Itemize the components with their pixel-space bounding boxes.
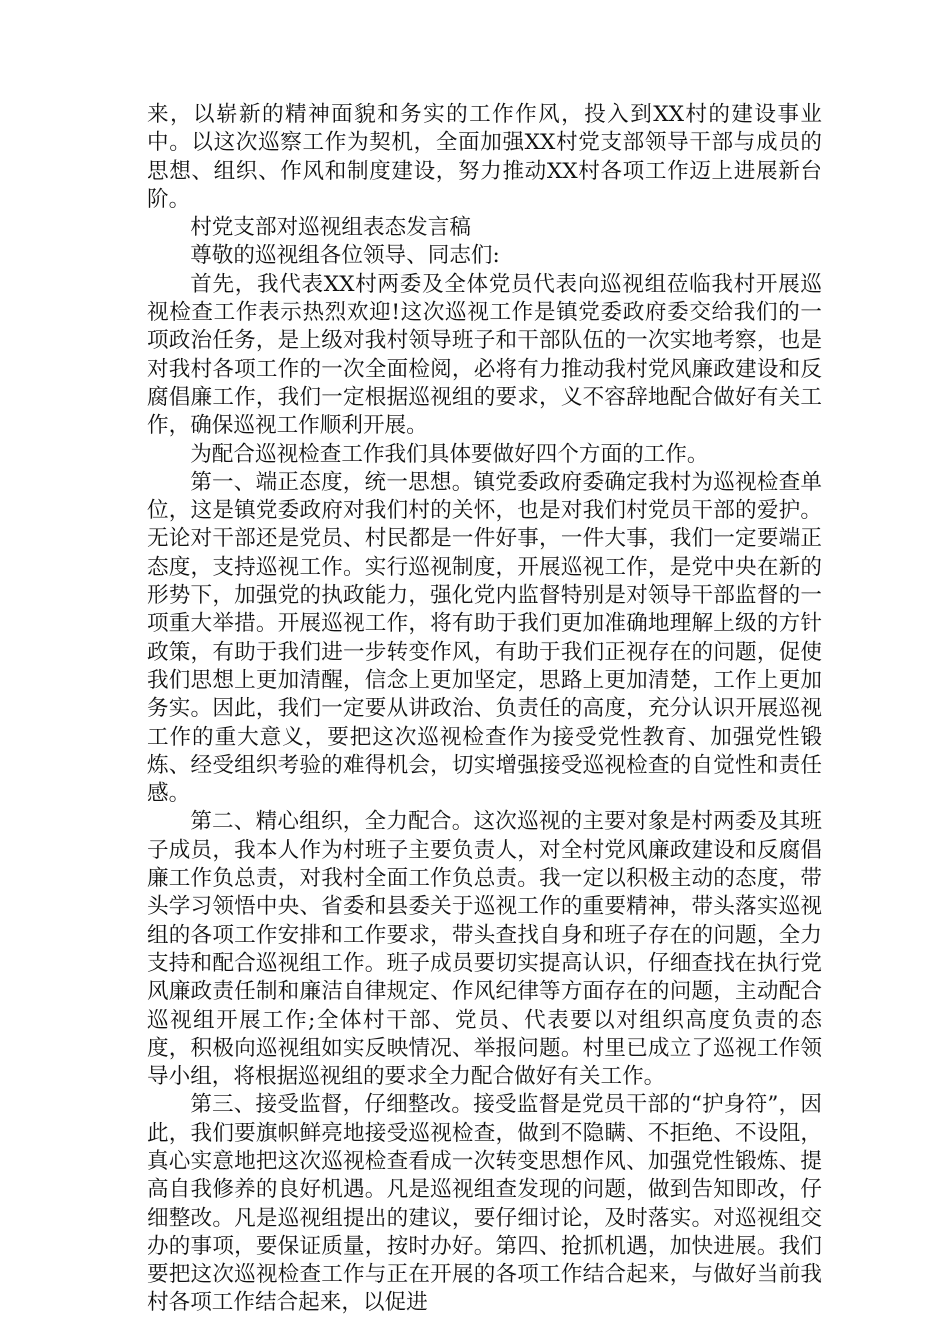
paragraph-welcome: 首先，我代表XX村两委及全体党员代表向巡视组莅临我村开展巡视检查工作表示热烈欢迎!这次巡视工作是镇党委政府委交给我们的一项政治任务，是上级对我村领导班子和干部队伍的一次实地考察，也是对我村各项工作的一次全面检阅，必将有力推动我村党风廉政建设和反腐倡廉工作，我们一定根据巡视组的要求，义不容辞地配合做好有关工作，确保巡视工作顺利开展。 [147,271,822,439]
paragraph-first-point: 第一、端正态度，统一思想。镇党委政府委确定我村为巡视检查单位，这是镇党委政府对我们村的关怀，也是对我们村党员干部的爱护。无论对干部还是党员、村民都是一件好事，一件大事，我们一定要端正态度，支持巡视工作。实行巡视制度，开展巡视工作，是党中央在新的形势下，加强党的执政能力，强化党内监督特别是对领导干部监督的一项重大举措。开展巡视工作，将有助于我们更加准确地理解上级的方针政策，有助于我们进一步转变作风，有助于我们正视存在的问题，促使我们思想上更加清醒，信念上更加坚定，思路上更加清楚，工作上更加务实。因此，我们一定要从讲政治、负责任的高度，充分认识开展巡视工作的重大意义，要把这次巡视检查作为接受党性教育、加强党性锻炼、经受组织考验的难得机会，切实增强接受巡视检查的自觉性和责任感。 [147,469,822,807]
document-body [147,101,822,1318]
paragraph-intro-continuation: 来，以崭新的精神面貌和务实的工作作风，投入到XX村的建设事业中。以这次巡察工作为契机，全面加强XX村党支部领导干部与成员的思想、组织、作风和制度建设，努力推动XX村各项工作迈上进展新台阶。 [147,102,822,212]
speech-title: 村党支部对巡视组表态发言稿 [190,215,471,241]
salutation: 尊敬的巡视组各位领导、同志们: [190,243,500,269]
paragraph-four-aspects: 为配合巡视检查工作我们具体要做好四个方面的工作。 [190,441,709,467]
paragraph-third-point: 第三、接受监督，仔细整改。接受监督是党员干部的“护身符”，因此，我们要旗帜鲜亮地接受巡视检查，做到不隐瞒、不拒绝、不设阻，真心实意地把这次巡视检查看成一次转变思想作风、加强党性锻炼、提高自我修养的良好机遇。凡是巡视组查发现的问题，做到告知即改，仔细整改。凡是巡视组提出的建议，要仔细讨论，及时落实。对巡视组交办的事项，要保证质量，按时办好。第四、抢抓机遇，加快进展。我们要把这次巡视检查工作与正在开展的各项工作结合起来，与做好当前我村各项工作结合起来，以促进 [147,1092,822,1316]
paragraph-second-point: 第二、精心组织，全力配合。这次巡视的主要对象是村两委及其班子成员，我本人作为村班子主要负责人，对全村党风廉政建设和反腐倡廉工作负总责，对我村全面工作负总责。我一定以积极主动的态度，带头学习领悟中央、省委和县委关于巡视工作的重要精神，带头落实巡视组的各项工作安排和工作要求，带头查找自身和班子存在的问题，全力支持和配合巡视组工作。班子成员要切实提高认识，仔细查找在执行党风廉政责任制和廉洁自律规定、作风纪律等方面存在的问题，主动配合巡视组开展工作;全体村干部、党员、代表要以对组织高度负责的态度，积极向巡视组如实反映情况、举报问题。村里已成立了巡视工作领导小组，将根据巡视组的要求全力配合做好有关工作。 [147,809,822,1090]
